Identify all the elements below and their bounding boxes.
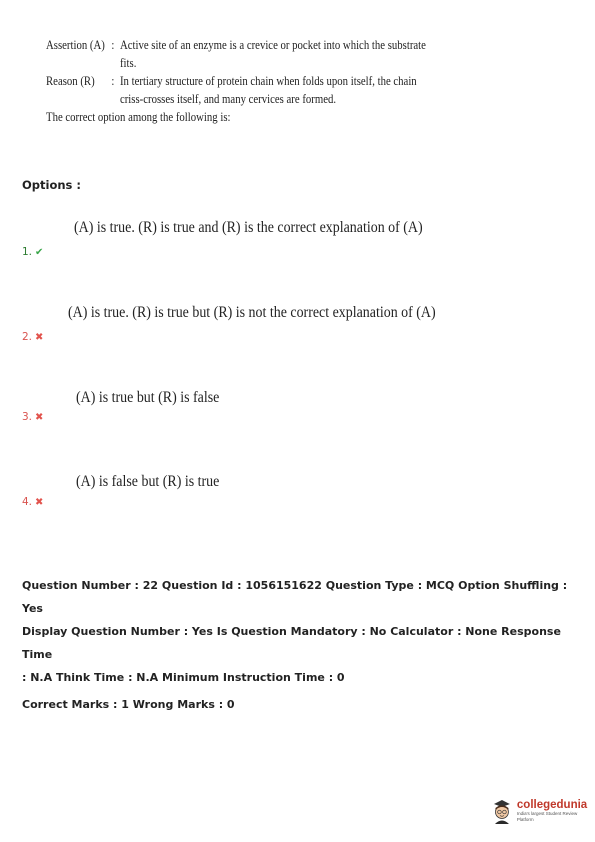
- reason-row: [46, 72, 493, 90]
- option-4-label: 4.: [22, 496, 33, 508]
- cross-icon: ✖: [35, 412, 44, 423]
- assertion-separator: :: [111, 38, 115, 52]
- meta-line-2: Display Question Number : Yes Is Question Mandatory : No Calculator : None Response Time: [22, 625, 561, 661]
- question-prompt: The correct option among the following is:: [46, 110, 231, 124]
- option-1-number: [22, 246, 43, 258]
- assertion-label: Assertion (A): [46, 38, 105, 52]
- option-2-number: [22, 331, 43, 343]
- options-heading: Options :: [22, 178, 81, 192]
- option-1-text[interactable]: (A) is true. (R) is true and (R) is the correct explanation of (A): [74, 219, 423, 236]
- option-3-text[interactable]: (A) is true but (R) is false: [76, 389, 220, 406]
- question-block: [46, 36, 493, 126]
- graduate-mascot-icon: [490, 797, 514, 825]
- logo-text: [517, 799, 595, 823]
- collegedunia-logo: [490, 797, 595, 825]
- option-3-label: 3.: [22, 411, 33, 423]
- logo-name: collegedunia: [516, 799, 588, 811]
- reason-label: Reason (R): [46, 74, 95, 88]
- assertion-continuation: [46, 54, 493, 72]
- check-icon: ✔: [35, 247, 44, 258]
- option-4-number: [22, 496, 43, 508]
- reason-continuation: [46, 90, 493, 108]
- marks-line: Correct Marks : 1 Wrong Marks : 0: [22, 698, 235, 711]
- logo-tagline: India's largest Student Review Platform: [516, 811, 578, 822]
- cross-icon: ✖: [35, 497, 44, 508]
- assertion-row: [46, 36, 493, 54]
- option-3-number: [22, 411, 43, 423]
- option-1-label: 1.: [22, 246, 33, 258]
- cross-icon: ✖: [35, 332, 44, 343]
- assertion-text-line1: Active site of an enzyme is a crevice or pocket into which the substrate: [119, 38, 426, 52]
- reason-text-line1: In tertiary structure of protein chain when folds upon itself, the chain: [119, 74, 417, 88]
- reason-separator: :: [111, 74, 115, 88]
- reason-text-line2: criss-crosses itself, and many cervices are formed.: [119, 92, 337, 106]
- meta-line-1: Question Number : 22 Question Id : 1056151622 Question Type : MCQ Option Shuffling : Yes: [22, 579, 568, 615]
- meta-line-3: : N.A Think Time : N.A Minimum Instruction Time : 0: [22, 671, 345, 684]
- assertion-text-line2: fits.: [119, 56, 137, 70]
- option-2-text[interactable]: (A) is true. (R) is true but (R) is not the correct explanation of (A): [68, 304, 436, 321]
- option-2-label: 2.: [22, 331, 33, 343]
- option-4-text[interactable]: (A) is false but (R) is true: [76, 473, 220, 490]
- question-meta: [22, 574, 578, 716]
